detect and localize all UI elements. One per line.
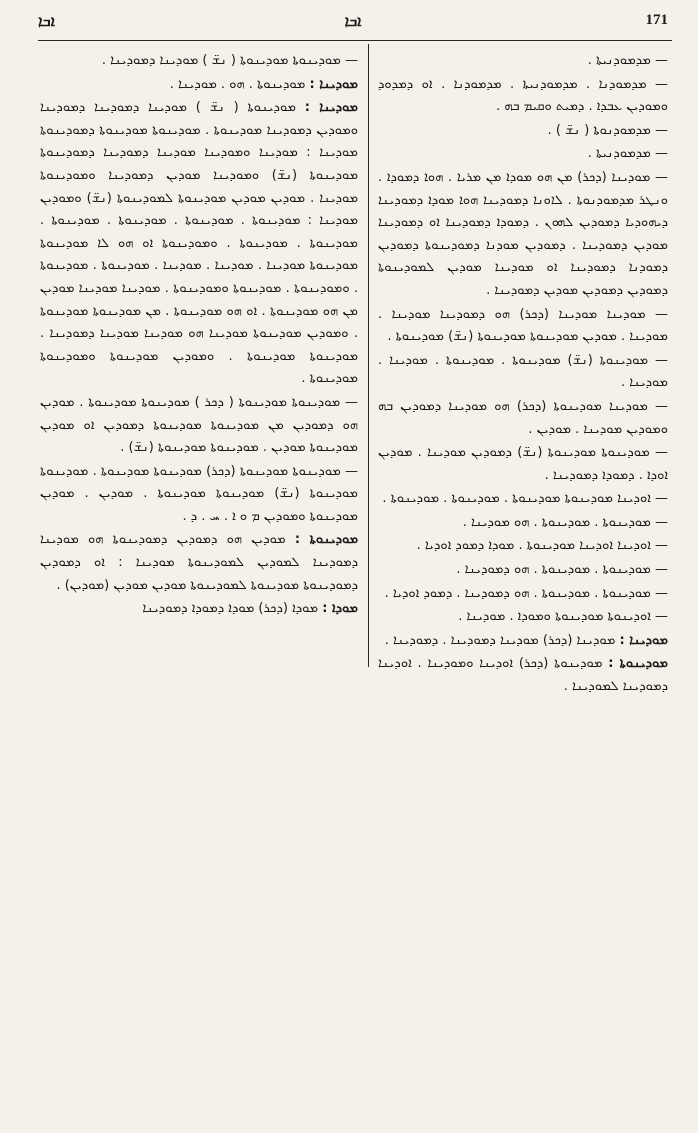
entry-text: ܡܘܕܐ (ܕܟܪ) ܡܘܕܐ ܕܡܘܕܐ ܕܡܘܕܝܢܐ [142, 601, 319, 617]
entry-text: — ܡܘܕܝܢܘܬܐ . ܡܘܕܝܢܘܬܐ . ܗܘ ܕܡܘܕܝܢܐ . ܕܡܘܕ ܐܘܕܝܐ . [384, 585, 668, 601]
entry-text: ܡܘܕܝܢ ܗܘ ܕܡܘܕܝܢ ܕܡܘܕܝܢܘܬܐ ܗܘ ܡܘܕܝܢܐ ܕܡܘܕܝܢܐ ܠܡܘܕܝܢ ܠܡܘܕܝܢܘܬܐ ܡܘܕܝܢܐ : ܐܘ ܕܡܘܕܝܢ ܕܡܘܕܝܢܘܬܐ ܡܘܕܝܢܘܬܐ ܠܡܘܕܝܢܘܬܐ ܡܘܕܝܢ ܡܘܕܝܢ (ܡܘܕܝܢ) . [40, 532, 358, 593]
dictionary-entry [378, 167, 668, 303]
entry-text: — ܡܘܕܝܢܘܬܐ . ܡܘܕܝܢܘܬܐ . ܗܘ ܡܘܕܝܢܐ . [462, 514, 668, 530]
dictionary-entry [40, 50, 358, 73]
dictionary-entry [378, 512, 668, 535]
dictionary-entry [40, 461, 358, 529]
entry-headword: ܡܘܕܝܢܐ : [304, 100, 358, 116]
entry-headword: ܡܘܕܝܢܘܬܐ : [294, 532, 358, 548]
column-divider [368, 44, 369, 667]
entry-text: — ܡܘܕܝܢܘܬܐ . ܡܘܕܝܢܘܬܐ . ܗܘ ܕܡܘܕܝܢܐ . [456, 562, 668, 578]
entry-headword: ܡܘܕܝܢܐ : [309, 76, 358, 92]
dictionary-entry [378, 143, 668, 166]
entry-headword: ܡܘܕܝܢܐ : [619, 632, 668, 648]
right-column [378, 50, 668, 700]
dictionary-entry [378, 630, 668, 653]
dictionary-entry [378, 442, 668, 487]
entry-text: — ܡܘܕܝܢܘܬܐ ܡܘܕܝܢܘܬܐ (ܢܫ̈) ܕܡܘܕܝܢ ܡܘܕܝܢܐ . ܡܘܕܝܢ ܐܘܕܐ . ܕܡܘܕܐ ܕܡܘܕܝܢܐ . [378, 445, 668, 483]
entry-text: — ܡܘܕܝܢܐ (ܕܟܪ) ܡܢ ܗܘ ܡܘܕܐ ܡܢ ܡܪܝܐ . ܗܘܐ ܕܡܘܕܐ . ܘܢܛܪ ܡܕܡܘܕܢܘܬܐ . ܠܐܘܢܐ ܕܡܘܕܝܢܐ ܗܘܐ ܡܘܕܐ ܕܡܘܕܝܢܐ ܕܝܗܘܕܝܐ ܕܡܘܕܝܢ ܠܗܘܢ . ܕܡܘܕܐ ܕܡܘܕܝܢܐ ܐܘ ܕܡܘܕܝܢܐ ܡܘܕܝܢ ܕܡܘܕܝܢܐ . ܕܡܘܕܝܢ ܡܘܕܢܐ ܕܡܘܕܝܢܘܬܐ ܕܡܘܕܝܢ ܕܡܘܕܢܐ ܕܡܘܕܝܢܐ ܐܘ ܡܘܕܝܢܐ ܡܘܕܝܢ ܠܡܘܕܝܢܘܬܐ ܕܡܘܕܝܢ ܕܡܘܕܝܢ ܡܘܕܝܢ ܕܡܘܕܝܢܐ . [378, 169, 668, 298]
entry-text: — ܐܘܕܝܢܐ ܡܘܕܝܢܘܬܐ ܡܘܕܝܢܘܬܐ . ܡܘܕܝܢܘܬܐ . ܡܘܕܝܢܘܬܐ . [382, 491, 668, 507]
dictionary-entry [378, 653, 668, 698]
page-number: 171 [645, 12, 668, 28]
entry-text: — ܐܘܕܝܢܐ ܐܘܕܝܢܐ ܡܘܕܝܢܘܬܐ . ܡܘܕܐ ܕܡܘܕ ܐܘܕܝܐ . [416, 538, 668, 554]
dictionary-entry [40, 97, 358, 391]
header-center-word: ܐܒܐ [344, 12, 362, 30]
dictionary-entry [378, 304, 668, 349]
dictionary-entry [378, 559, 668, 582]
entry-text: — ܡܕܡܘܕܢܝܬܐ . [587, 53, 668, 68]
dictionary-entry [40, 598, 358, 621]
entry-text: — ܡܘܕܝܢܘܬܐ ܡܘܕܝܢܘܬܐ ( ܢܫ̈ ) ܡܘܕܝܢܐ ܕܡܘܕܝܢܐ . [101, 53, 358, 68]
header-rule [38, 40, 672, 41]
entry-text: — ܡܘܕܝܢܘܬܐ ܡܘܕܝܢܘܬܐ (ܕܟܪ) ܡܘܕܝܢܘܬܐ ܡܘܕܝܢܘܬܐ . ܡܘܕܝܢܘܬܐ ܡܘܕܝܢܘܬܐ (ܢܫ̈) ܡܘܕܝܢܘܬܐ ܡܘܕܝܢܘܬܐ . ܡܘܕܝܢ . ܡܘܕܝܢ ܡܘܕܝܢܘܬܐ ܘܡܘܕܝܢ ܡ ܘ ܐ . ܚ . ܕ . [40, 463, 358, 524]
dictionary-entry [378, 74, 668, 119]
entry-text: — ܡܘܕܝܢܐ ܡܘܕܝܢܘܬܐ (ܕܟܪ) ܗܘ ܡܘܕܝܢܐ ܕܡܘܕܝܢ ܒܗ ܘܡܘܕܝܢ ܡܘܕܝܢܐ . ܡܘܕܝܢ . [378, 398, 668, 437]
entry-text: — ܡܕܡܘܕܢܝܬܐ . [587, 146, 668, 162]
dictionary-entry [378, 606, 668, 629]
entry-text: ܡܘܕܝܢܐ (ܕܟܪ) ܡܘܕܝܢܐ ܕܡܘܕܝܢܐ . ܕܡܘܕܝܢܐ . [384, 632, 616, 648]
dictionary-entry [378, 120, 668, 143]
dictionary-entry [40, 392, 358, 460]
entry-text: — ܡܘܕܝܢܐ ܡܘܕܝܢܐ (ܕܟܪ) ܗܘ ܕܡܘܕܝܢܐ ܡܘܕܝܢܐ . ܡܘܕܝܢܐ . ܡܘܕܝܢ ܡܘܕܝܢܘܬܐ ܡܘܕܝܢܘܬܐ (ܢܫ̈) ܡܘܕܝܢܘܬܐ . [378, 306, 668, 345]
entry-text: — ܡܕܡܘܕܢܐ . ܡܕܡܘܕܢܝܬܐ . ܡܕܡܘܕܢܐ . ܐܘ ܕܡܕܘܕ ܘܡܘܕܝܢ ܥܒܕܐ . ܕܡܝܬ ܘܩܝܡ ܒܗ . [378, 76, 668, 115]
dictionary-entry [378, 396, 668, 441]
header-left-word: ܐܒܐ [38, 12, 55, 30]
entry-text: ܡܘܕܝܢܘܬܐ ( ܢܫ̈ ) ܡܘܕܝܢܐ ܕܡܘܕܝܢܐ ܕܡܘܕܝܢܐ ܘܡܘܕܝܢ ܕܡܘܕܝܢܐ ܡܘܕܝܢܘܬܐ . ܡܘܕܝܢܘܬܐ ܡܘܕܝܢܘܬܐ ܕܡܘܕܝܢܘܬܐ ܡܘܕܝܢܐ : ܡܘܕܝܢܐ ܘܡܘܕܝܢܐ ܡܘܕܝܢܐ ܕܡܘܕܝܢܐ ܕܡܘܕܝܢܘܬܐ ܡܘܕܝܢܘܬܐ (ܢܫ̈) ܘܡܘܕܝܢܐ ܡܘܕܝܢ ܕܡܘܕܝܢܐ ܘܡܘܕܝܢܘܬܐ ܡܘܕܝܢܐ . ܡܘܕܝܢ ܡܘܕܝܢ ܡܘܕܝܢܘܬܐ ܠܡܘܕܝܢܘܬܐ (ܢܫ̈) ܘܡܘܕܝܢ ܡܘܕܝܢܐ : ܡܘܕܝܢܘܬܐ . ܡܘܕܝܢܘܬܐ . ܡܘܕܝܢܘܬܐ . ܡܘܕܝܢܘܬܐ . ܡܘܕܝܢܘܬܐ . ܡܘܕܝܢܘܬܐ . ܘܡܘܕܝܢܘܬܐ ܐܘ ܗܘ ܠܐ ܡܘܕܝܢܘܬܐ ܡܘܕܝܢܘܬܐ ܡܘܕܝܢܐ . ܡܘܕܝܢܐ . ܡܘܕܝܢܐ . ܡܘܕܝܢܘܬܐ . ܡܘܕܝܢܘܬܐ . ܘܡܘܕܝܢܘܬܐ . ܡܘܕܝܢܘܬܐ ܘܡܘܕܝܢܘܬܐ . ܡܘܕܝܢܐ ܡܘܕܝܢܐ ܡܘܕܝܢ ܡܢ ܗܘ ܡܘܕܝܢܘܬܐ . ܐܘ ܗܘ ܡܘܕܝܢܘܬܐ . ܡܢ ܡܘܕܝܢܘܬܐ ܡܘܕܝܢܘܬܐ . ܘܡܘܕܝܢ ܡܘܕܝܢܘܬܐ ܡܘܕܝܢܐ ܗܘ ܡܘܕܝܢܐ ܡܘܕܝܢܐ ܕܡܘܕܝܢܐ . ܡܘܕܝܢܘܬܐ ܡܘܕܝܢܘܬܐ . ܘܡܘܕܝܢ ܡܘܕܝܢܘܬܐ ܘܡܘܕܝܢܘܬܐ ܡܘܕܝܢܘܬܐ . [40, 100, 358, 387]
dictionary-entry [378, 350, 668, 395]
entry-text: — ܐܘܕܝܢܘܬܐ ܡܘܕܝܢܘܬܐ ܘܡܘܕܐ . ܡܘܕܝܢܐ . [458, 609, 668, 625]
entry-text: — ܡܘܕܝܢܘܬܐ ܡܘܕܝܢܘܬܐ ( ܕܟܪ ) ܡܘܕܝܢܘܬܐ ܡܘܕܝܢܘܬܐ . ܡܘܕܝܢ ܗܘ ܕܡܘܕܝܢ ܡܢ ܡܘܕܝܢܘܬܐ ܡܘܕܝܢܘܬܐ ܕܡܘܕܝܢ ܐܘ ܡܘܕܝܢ ܡܘܕܝܢܘܬܐ ܡܘܕܝܢ . ܡܘܕܝܢܘܬܐ ܡܘܕܝܢܘܬܐ (ܢܫ̈) . [40, 394, 358, 456]
entry-headword: ܡܘܕܐ : [322, 601, 358, 617]
entry-text: — ܡܕܡܘܕܢܘܬܐ ( ܢܫ̈ ) . [547, 122, 668, 138]
entry-headword: ܡܘܕܝܢܘܬܐ : [608, 656, 668, 672]
dictionary-entry [40, 529, 358, 597]
left-column [40, 50, 358, 622]
running-header [38, 12, 668, 36]
dictionary-entry [40, 74, 358, 97]
entry-text: ܡܘܕܝܢܘܬܐ . ܗܘ . ܡܘܕܝܢܐ . [169, 76, 306, 92]
dictionary-entry [378, 488, 668, 511]
entry-text: ܡܘܕܝܢܘܬܐ (ܕܟܪ) ܐܘܕܝܢܐ ܘܡܘܕܝܢܐ . ܐܘܕܝܢܐ ܕܡܘܕܝܢܐ ܠܡܘܕܝܢܐ . [378, 656, 668, 695]
dictionary-entry [378, 50, 668, 73]
dictionary-entry [378, 583, 668, 606]
entry-text: — ܡܘܕܝܢܘܬܐ (ܢܫ̈) ܡܘܕܝܢܘܬܐ . ܡܘܕܝܢܘܬܐ . ܡܘܕܝܢܐ . ܡܘܕܝܢܐ . [378, 352, 668, 391]
dictionary-entry [378, 535, 668, 558]
